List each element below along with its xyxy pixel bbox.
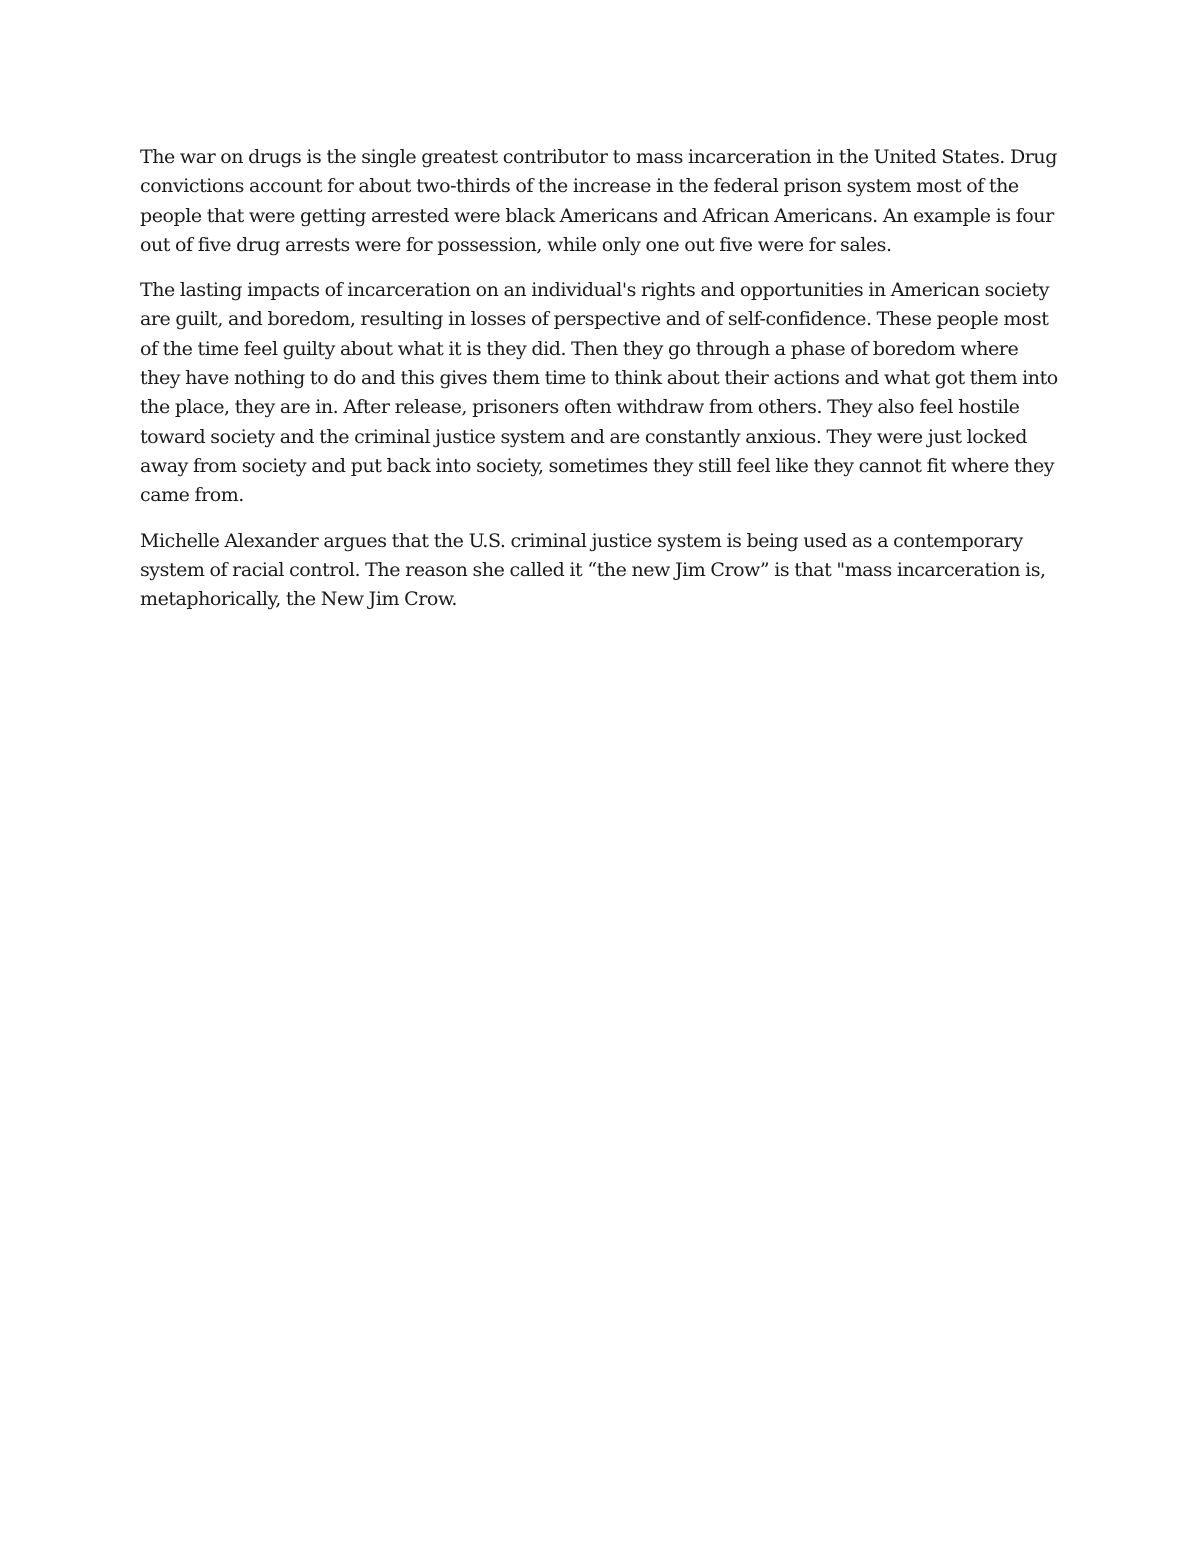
paragraph-lasting-impacts: The lasting impacts of incarceration on an individual's rights and opportunities in American society are guilt, and boredom, resulting in losses of perspective and of self-confidence. These people most of the time feel guilty about what it is they did. Then they go through a phase of boredom where they have nothing to do and this gives them time to think about their actions and what got them into the place, they are in. After release, prisoners often withdraw from others. They also feel hostile toward society and the criminal justice system and are constantly anxious. They were just locked away from society and put back into society, sometimes they still feel like they cannot fit where they came from.: [140, 279, 1058, 507]
paragraph-new-jim-crow: Michelle Alexander argues that the U.S. criminal justice system is being used as a contemporary system of racial control. The reason she called it “the new Jim Crow” is that "mass incarceration is, metaphorically, the New Jim Crow.: [140, 529, 1046, 611]
document-body: [140, 143, 1060, 630]
paragraph-war-on-drugs: The war on drugs is the single greatest contributor to mass incarceration in the United States. Drug convictions account for about two-thirds of the increase in the federal prison system most of the people that were getting arrested were black Americans and African Americans. An example is four out of five drug arrests were for possession, while only one out five were for sales.: [140, 146, 1057, 256]
